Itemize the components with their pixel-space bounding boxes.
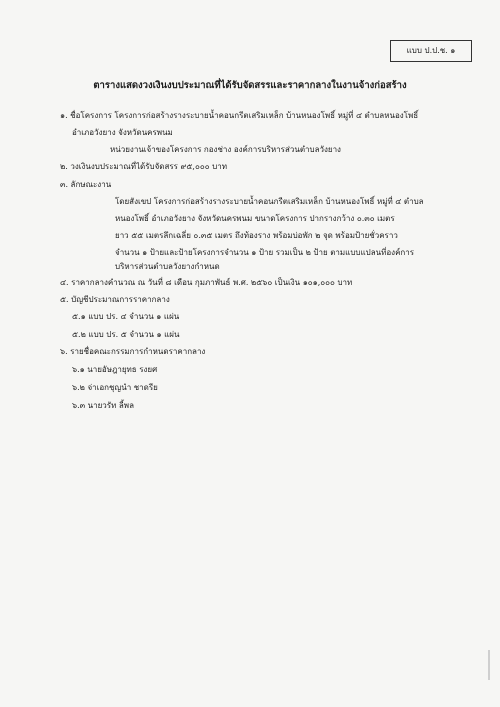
work-description-line: หนองโพธิ์ อำเภอวังยาง จังหวัดนครพนม ขนาดโครงการ ปากรางกว้าง ๐.๓๐ เมตร — [115, 214, 395, 223]
price-list-heading: ๕. บัญชีประมาณการราคากลาง — [60, 295, 170, 304]
committee-heading: ๖. รายชื่อคณะกรรมการกำหนดราคากลาง — [60, 347, 206, 356]
document-title: ตารางแสดงวงเงินงบประมาณที่ได้รับจัดสรรและราคากลางในงานจ้างก่อสร้าง — [93, 80, 407, 91]
form-code-box: แบบ ป.ป.ช. ๑ — [390, 40, 472, 62]
budget-line: ๒. วงเงินงบประมาณที่ได้รับจัดสรร ๙๕,๐๐๐ บาท — [60, 162, 227, 171]
work-description-line: ยาว ๕๕ เมตรลึกเฉลี่ย ๐.๓๕ เมตร ถึงท้องราง พร้อมบ่อพัก ๒ จุด พร้อมป้ายชั่วคราว — [115, 231, 398, 240]
project-location-line: อำเภอวังยาง จังหวัดนครพนม — [72, 128, 173, 137]
committee-member: ๖.๑ นายอัษฎายุทธ รงยศ — [72, 365, 158, 374]
scan-edge-mark — [488, 650, 490, 680]
owner-agency-line: หน่วยงานเจ้าของโครงการ กองช่าง องค์การบริหารส่วนตำบลวังยาง — [110, 145, 341, 154]
price-list-item: ๕.๑ แบบ ปร. ๔ จำนวน ๑ แผ่น — [72, 312, 180, 321]
work-description-line: โดยสังเขป โครงการก่อสร้างรางระบายน้ำคอนกรีตเสริมเหล็ก บ้านหนองโพธิ์ หมู่ที่ ๔ ตำบล — [115, 197, 424, 206]
work-description-heading: ๓. ลักษณะงาน — [60, 180, 112, 189]
work-description-line: จำนวน ๑ ป้ายและป้ายโครงการจำนวน ๑ ป้าย รวมเป็น ๒ ป้าย ตามแบบแปลนที่องค์การ — [115, 248, 415, 257]
committee-member: ๖.๓ นายวรัท ลี้พล — [72, 401, 134, 410]
reference-price-line: ๔. ราคากลางคำนวณ ณ วันที่ ๘ เดือน กุมภาพันธ์ พ.ศ. ๒๕๖๐ เป็นเงิน ๑๐๑,๐๐๐ บาท — [60, 278, 353, 287]
work-description-line: บริหารส่วนตำบลวังยางกำหนด — [115, 262, 220, 271]
committee-member: ๖.๒ จ่าเอกชุญนำ ชาดรีย — [72, 383, 158, 392]
project-name-line: ๑. ชื่อโครงการ โครงการก่อสร้างรางระบายน้ำคอนกรีตเสริมเหล็ก บ้านหนองโพธิ์ หมู่ที่ ๔ ตำบลหนองโพธิ์ — [60, 111, 419, 120]
price-list-item: ๕.๒ แบบ ปร. ๕ จำนวน ๑ แผ่น — [72, 330, 180, 339]
